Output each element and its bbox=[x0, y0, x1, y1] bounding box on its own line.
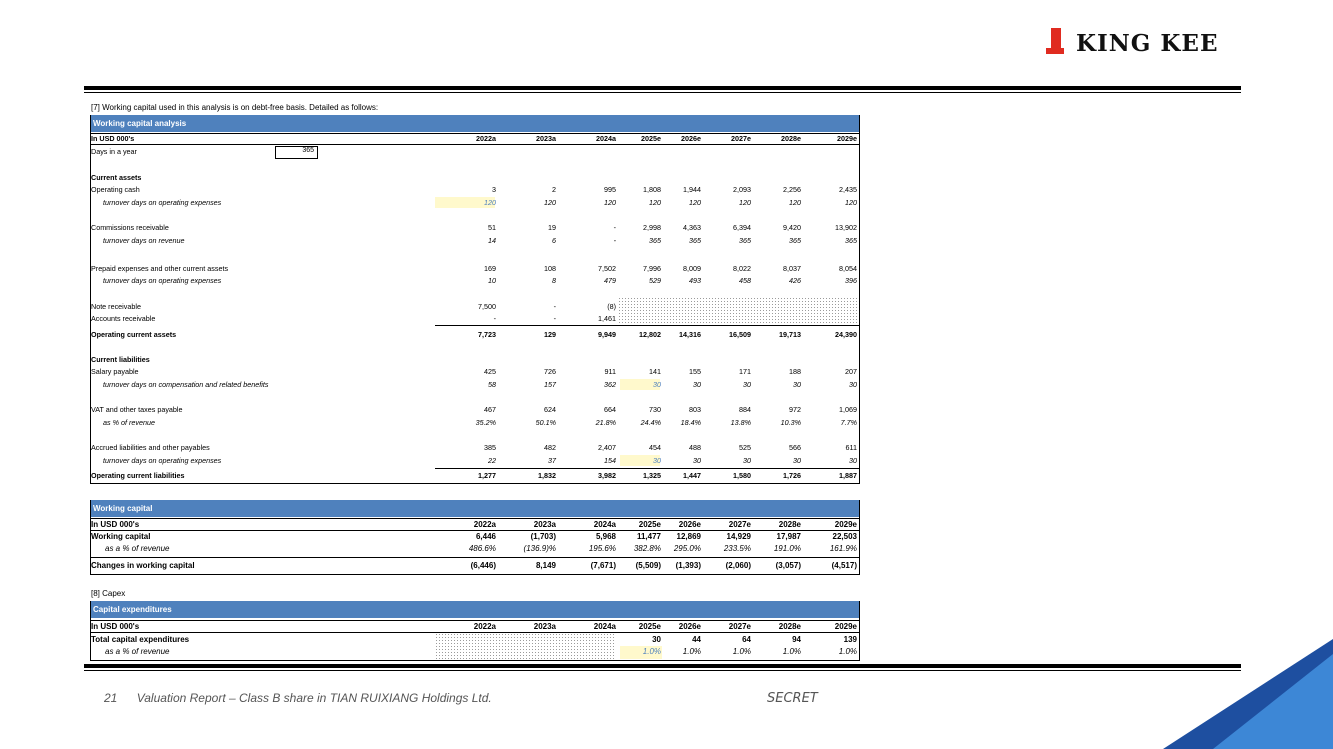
table-row: Commissions receivable 51 19 - 2,998 4,363 6,394 9,420 13,902 bbox=[91, 223, 857, 232]
table-row: as % of revenue 35.2% 50.1% 21.8% 24.4% 18.4% 13.8% 10.3% 7.7% bbox=[103, 418, 857, 427]
header-row: In USD 000's 2022a 2023a 2024a 2025e 2026e 2027e 2028e 2029e bbox=[91, 134, 857, 143]
table-row: Operating cash 3 2 995 1,808 1,944 2,093 2,256 2,435 bbox=[91, 185, 857, 194]
note-8: [8] Capex bbox=[91, 589, 126, 598]
table-row: Salary payable 425 726 911 141 155 171 188 207 bbox=[91, 367, 857, 376]
table-row: Operating current liabilities 1,277 1,832 3,982 1,325 1,447 1,580 1,726 1,887 bbox=[91, 471, 857, 480]
table-row: as a % of revenue 486.6% (136.9)% 195.6% 382.8% 295.0% 233.5% 191.0% 161.9% bbox=[105, 544, 857, 553]
table-row: turnover days on operating expenses 10 8 479 529 493 458 426 396 bbox=[103, 276, 857, 285]
note-7: [7] Working capital used in this analysis is on debt-free basis. Detailed as follows: bbox=[91, 103, 379, 112]
king-kee-logo bbox=[1046, 26, 1218, 60]
footer bbox=[104, 691, 492, 705]
page-number: 21 bbox=[104, 691, 118, 705]
current-assets-heading: Current assets bbox=[91, 173, 142, 182]
table-row: Accounts receivable - - 1,461 bbox=[91, 314, 616, 323]
table-row: turnover days on operating expenses 120 120 120 120 120 120 120 120 bbox=[103, 198, 857, 207]
capex-table bbox=[90, 601, 860, 661]
top-rule-thin bbox=[84, 92, 1241, 93]
table-row: Changes in working capital (6,446) 8,149 (7,671) (5,509) (1,393) (2,060) (3,057) (4,517) bbox=[91, 561, 857, 570]
table-title: Capital expenditures bbox=[90, 601, 860, 618]
working-capital-table bbox=[90, 500, 860, 575]
working-capital-analysis-table bbox=[90, 115, 860, 484]
table-row: turnover days on revenue 14 6 - 365 365 365 365 365 bbox=[103, 236, 857, 245]
days-in-year-input[interactable]: 365 bbox=[275, 146, 318, 159]
secret-label: SECRET bbox=[767, 691, 818, 706]
table-title: Working capital bbox=[90, 500, 860, 517]
footer-text: Valuation Report – Class B share in TIAN RUIXIANG Holdings Ltd. bbox=[136, 691, 492, 705]
table-row: as a % of revenue 1.0% 1.0% 1.0% 1.0% 1.0% bbox=[105, 647, 857, 656]
table-row: Operating current assets 7,723 129 9,949 12,802 14,316 16,509 19,713 24,390 bbox=[91, 330, 857, 339]
table-row: turnover days on compensation and related benefits 58 157 362 30 30 30 30 30 bbox=[103, 380, 857, 389]
corner-decoration-light bbox=[1213, 654, 1333, 749]
bottom-rule-thin bbox=[84, 670, 1241, 671]
table-row: turnover days on operating expenses 22 37 154 30 30 30 30 30 bbox=[103, 456, 857, 465]
header-row: In USD 000's 2022a 2023a 2024a 2025e 2026e 2027e 2028e 2029e bbox=[91, 622, 857, 631]
logo-text: KING KEE bbox=[1076, 29, 1219, 57]
logo-mark-icon bbox=[1046, 28, 1068, 58]
table-row: Note receivable 7,500 - (8) bbox=[91, 302, 616, 311]
current-liabilities-heading: Current liabilities bbox=[91, 355, 150, 364]
bottom-rule bbox=[84, 664, 1241, 668]
table-row: VAT and other taxes payable 467 624 664 730 803 884 972 1,069 bbox=[91, 405, 857, 414]
days-in-year-row: Days in a year bbox=[91, 147, 137, 156]
table-title: Working capital analysis bbox=[90, 115, 860, 132]
table-row: Total capital expenditures 30 44 64 94 139 bbox=[91, 635, 857, 644]
top-rule bbox=[84, 86, 1241, 90]
header-row: In USD 000's 2022a 2023a 2024a 2025e 2026e 2027e 2028e 2029e bbox=[91, 520, 857, 529]
table-row: Prepaid expenses and other current assets 169 108 7,502 7,996 8,009 8,022 8,037 8,054 bbox=[91, 264, 857, 273]
table-row: Working capital 6,446 (1,703) 5,968 11,477 12,869 14,929 17,987 22,503 bbox=[91, 532, 857, 541]
table-row: Accrued liabilities and other payables 385 482 2,407 454 488 525 566 611 bbox=[91, 443, 857, 452]
